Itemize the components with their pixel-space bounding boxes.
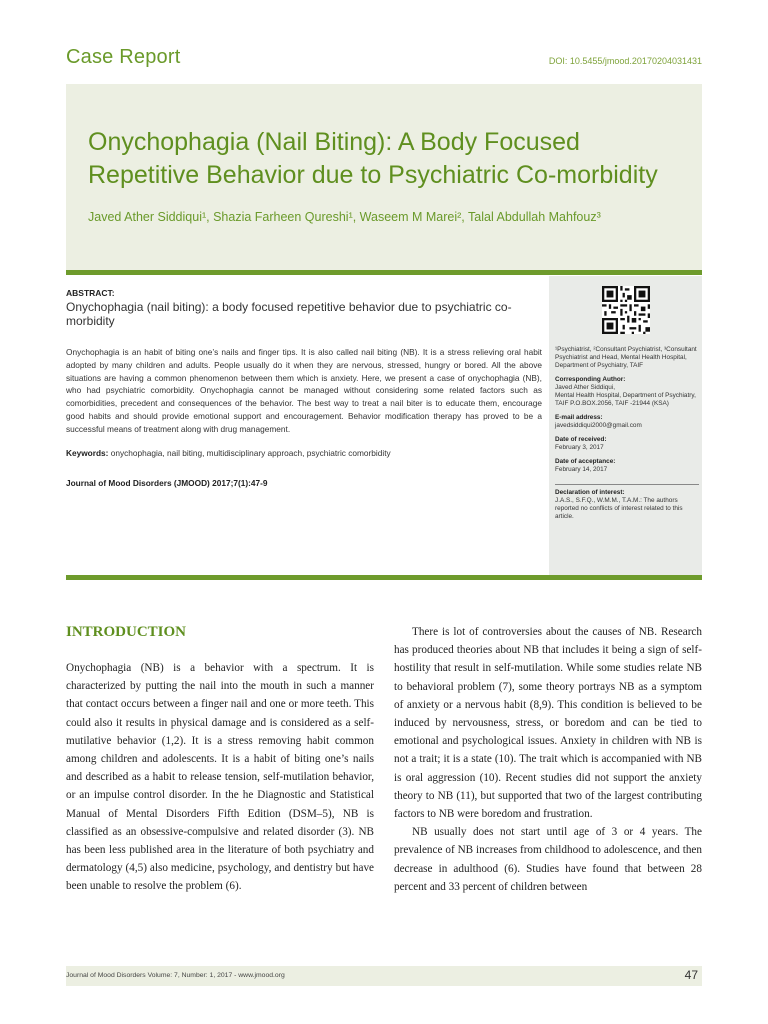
declaration-text: J.A.S., S.F.Q., W.M.M., T.A.M.: The authors reported no conflicts of interest related to this article. [555, 497, 683, 520]
page-footer [66, 966, 702, 986]
article-info-sidebar [549, 276, 702, 576]
received-label: Date of received: [555, 436, 607, 443]
accepted-date: February 14, 2017 [555, 466, 608, 473]
keywords-label: Keywords: [66, 447, 109, 458]
body-column-right [394, 623, 702, 896]
corresponding-label: Corresponding Author: [555, 376, 626, 383]
abstract-body: Onychophagia is an habit of biting one’s nails and finger tips. It is also called nail biting (NB). It is a stress relieving oral habit adopted by many children and adults. People usually do it when they are nervous, stressed, hungry or bored. All the above situations are having a common phenomenon between them which is anxiety. Here, we present a case of onychophagia (NB), who had psychiatric comorbidity. Onychophagia cannot be managed without considering some related factors such as comorbidities, precedent and consequences of the behavior. The best way to treat a nail biter is to educate them, encourage good habits and should provide emotional support and encouragement. Behavior modification therapy has proved to be a successful means of treatment along with drug management. [66, 347, 542, 434]
affiliations: ¹Psychiatrist, ²Consultant Psychiatrist, ³Consultant Psychiatrist and Head, Mental Health Hospital, Department of Psychiatry, TAIF [555, 346, 697, 369]
email-label: E-mail address: [555, 414, 603, 421]
doi-link[interactable]: DOI: 10.5455/jmood.20170204031431 [548, 56, 702, 66]
body-column-left [66, 659, 374, 896]
accepted-label: Date of acceptance: [555, 458, 616, 465]
top-divider [66, 270, 702, 275]
citation-line: Journal of Mood Disorders (JMOOD) 2017;7(1):47-9 [66, 477, 268, 488]
article-title: Onychophagia (Nail Biting): A Body Focused Repetitive Behavior due to Psychiatric Co-morbidity [88, 128, 658, 189]
corresponding-address: Mental Health Hospital, Department of Psychiatry, TAIF P.O.BOX.2056, TAIF -21944 (KSA) [555, 392, 696, 407]
bottom-divider [66, 575, 702, 580]
intro-paragraph-2: There is lot of controversies about the causes of NB. Research has produced theories about NB that includes it being a sign of self-hostility that result in self-mutilation. While some studies relate NB to behavioral problem (7), some theory portrays NB as a symptom of anxiety or a nervous habit (8,9). This condition is believed to be induced by nervousness, stress, or boredom and can be tied to emotional and psychological issues. Anxiety in children with NB is not a trait; it is a state (10). The trait which is accompanied with NB is oral aggression (10). Recent studies did not support the anxiety theory to NB (11), but supported that two of the largest contributing factors to NB were boredom and frustration. [394, 626, 702, 821]
declaration-label: Declaration of interest: [555, 489, 625, 496]
keywords-text: onychophagia, nail biting, multidisciplinary approach, psychiatric comorbidity [110, 447, 391, 458]
title-band [66, 84, 702, 270]
keywords-line [66, 448, 542, 458]
sidebar-divider [555, 484, 699, 485]
page-number: 47 [684, 968, 698, 982]
abstract-subtitle: Onychophagia (nail biting): a body focused repetitive behavior due to psychiatric co-morbidity [66, 300, 512, 328]
qr-code-icon [602, 286, 650, 334]
author-list: Javed Ather Siddiqui¹, Shazia Farheen Qureshi¹, Waseem M Marei², Talal Abdullah Mahfouz³ [88, 210, 601, 224]
sidebar-text [555, 346, 699, 521]
received-date: February 3, 2017 [555, 444, 604, 451]
intro-paragraph-1: Onychophagia (NB) is a behavior with a spectrum. It is characterized by putting the nail into the mouth in such a manner that contact occurs between a finger nail and one or more teeth. This could also it results in physical damage and is considered as a self-mutilative behavior (1,2). It is a stress removing habit common among children and adolescents. It is a habit of biting one’s nails and described as a habit to release tension, self-mutilation behavior, or an impulse control disorder. In the he Diagnostic and Statistical Manual of Mental Disorders Fifth Edition (DSM–5), NB is classified as an obsessive-compulsive and related disorder (3). NB has been less published area in the literature of both psychiatry and dermatology (4,5) also medicine, psychology, and dentistry but have been unable to resolve the problem (6). [66, 662, 374, 893]
footer-journal-line: Journal of Mood Disorders Volume: 7, Number: 1, 2017 - www.jmood.org [66, 972, 285, 979]
abstract-label: ABSTRACT: [66, 288, 115, 298]
intro-paragraph-3: NB usually does not start until age of 3 or 4 years. The prevalence of NB increases from childhood to adolescence, and then decrease in adulthood (6). Studies have found that between 28 percent and 33 percent of children between [394, 826, 702, 893]
email-address[interactable]: javedsiddiqui2000@gmail.com [555, 422, 642, 429]
abstract-section [66, 288, 542, 488]
corresponding-name: Javed Ather Siddiqui, [555, 384, 616, 391]
section-label: Case Report [66, 46, 181, 68]
section-heading-introduction: INTRODUCTION [66, 624, 187, 640]
